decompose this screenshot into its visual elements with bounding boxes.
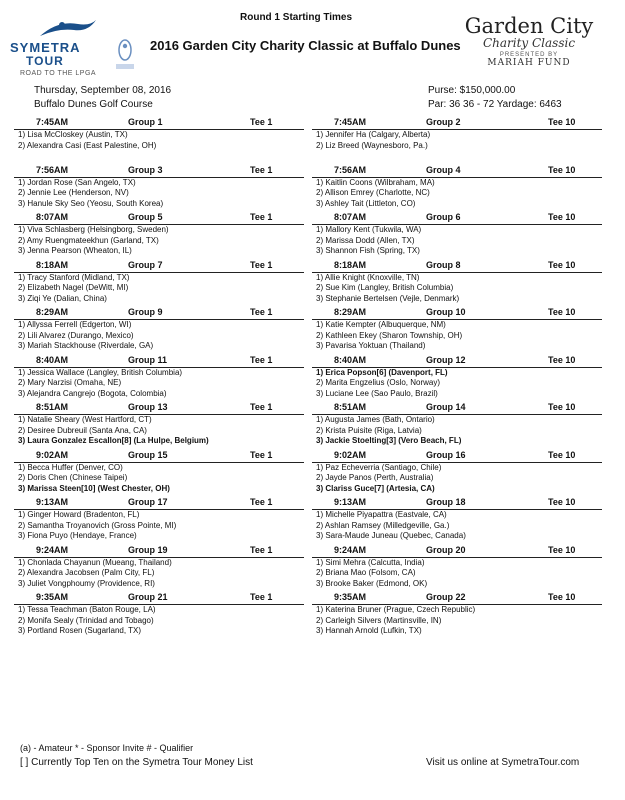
player-entry: 3) Brooke Baker (Edmond, OK) [316,578,428,588]
tee-group [14,354,304,401]
player-entry: 3) Fiona Puyo (Hendaye, France) [18,531,137,540]
symetra-tagline: ROAD TO THE LPGA [20,70,97,77]
group-header [312,164,602,178]
group-name: Group 2 [426,117,461,127]
player-entry: 2) Monifa Sealy (Trinidad and Tobago) [18,615,154,625]
swoosh-icon [38,18,98,40]
tee-number: Tee 10 [548,164,576,175]
tee-group [14,259,304,306]
tee-number: Tee 10 [548,497,576,507]
header [0,0,625,110]
player-list [316,225,602,257]
player-entry: 2) Ashlan Ramsey (Milledgeville, Ga.) [316,520,450,530]
tee-group [312,354,602,401]
tee-time: 8:18AM [334,259,367,270]
event-date: Thursday, September 08, 2016 [34,85,172,96]
tee-time: 8:18AM [36,259,69,270]
player-entry: 2) Liz Breed (Waynesboro, Pa.) [316,140,428,150]
player-entry: 2) Marita Engzelius (Oslo, Norway) [316,378,441,387]
group-name: Group 15 [128,449,168,460]
tee-time: 7:45AM [36,117,69,127]
tee-group [312,211,602,258]
player-list [18,225,304,257]
player-entry: 2) Elizabeth Nagel (DeWitt, MI) [18,283,129,292]
group-header [14,211,304,225]
player-entry: 1) Ginger Howard (Bradenton, FL) [18,510,140,519]
group-name: Group 19 [128,544,168,555]
player-entry: 3) Ashley Tait (Littleton, CO) [316,198,416,208]
tee-number: Tee 1 [250,354,273,365]
tee-time: 9:24AM [36,544,69,555]
player-entry: 1) Augusta James (Bath, Ontario) [316,415,435,424]
course-name: Buffalo Dunes Golf Course [34,99,153,110]
player-list [18,463,304,495]
group-header [14,544,304,558]
player-entry: 1) Chonlada Chayanun (Mueang, Thailand) [18,557,172,567]
group-header [312,211,602,225]
group-header [14,449,304,463]
group-name: Group 1 [128,117,163,127]
player-entry: 3) Juliet Vongphoumy (Providence, RI) [18,578,155,588]
player-entry: 3) Luciane Lee (Sao Paulo, Brazil) [316,388,438,398]
tee-group [14,591,304,638]
player-entry: 2) Kathleen Ekey (Sharon Township, OH) [316,330,463,340]
player-entry: 2) Desiree Dubreuil (Santa Ana, CA) [18,425,147,435]
group-header [312,449,602,463]
player-entry: 3) Stephanie Bertelsen (Vejle, Denmark) [316,293,460,303]
group-name: Group 16 [426,449,466,460]
group-name: Group 12 [426,354,466,365]
player-entry: 1) Katie Kempter (Albuquerque, NM) [316,320,446,329]
player-entry: 1) Erica Popson[6] (Davenport, FL) [316,367,448,377]
tee-group [312,544,602,591]
player-entry: 2) Jennie Lee (Henderson, NV) [18,188,129,197]
player-entry: 3) Pavarisa Yoktuan (Thailand) [316,341,426,350]
player-entry: 2) Sue Kim (Langley, British Columbia) [316,283,454,292]
player-entry: 2) Allison Emrey (Charlotte, NC) [316,188,430,197]
player-list [316,178,602,210]
player-entry: 3) Sara-Maude Juneau (Quebec, Canada) [316,531,466,540]
group-name: Group 8 [426,259,461,270]
tee-number: Tee 1 [250,544,273,555]
garden-city-logo [444,14,614,84]
legend-codes: (a) - Amateur * - Sponsor Invite # - Qualifier [20,743,194,753]
group-header [14,496,304,510]
tee-time: 9:24AM [334,544,367,555]
tee-number: Tee 10 [548,259,576,270]
tee-group [312,449,602,496]
player-entry: 2) Alexandra Jacobsen (Palm City, FL) [18,568,155,577]
player-entry: 3) Marissa Steen[10] (West Chester, OH) [18,483,170,493]
tee-number: Tee 1 [250,592,273,602]
tee-group [312,164,602,211]
group-header [14,591,304,605]
symetra-tour-logo [8,18,120,77]
player-list [316,368,602,400]
group-name: Group 5 [128,212,163,222]
player-entry: 1) Katerina Bruner (Prague, Czech Republic) [316,605,476,614]
player-entry: 1) Michelle Piyapattra (Eastvale, CA) [316,510,447,519]
player-entry: 3) Shannon Fish (Spring, TX) [316,246,420,255]
player-entry: 2) Krista Puisite (Riga, Latvia) [316,425,422,435]
purse: Purse: $150,000.00 [428,85,516,96]
player-list [316,510,602,542]
player-list [18,415,304,447]
group-header [312,306,602,320]
group-name: Group 10 [426,307,466,317]
group-header [14,164,304,178]
event-title: 2016 Garden City Charity Classic at Buffalo Dunes [150,38,461,53]
player-entry: 1) Mallory Kent (Tukwila, WA) [316,225,422,234]
player-entry: 1) Kaitlin Coons (Wilbraham, MA) [316,177,435,187]
player-list [18,605,304,637]
group-header [312,496,602,510]
player-list [316,320,602,352]
group-header [312,116,602,130]
group-header [14,306,304,320]
group-header [14,116,304,130]
player-entry: 2) Amy Ruengmateekhun (Garland, TX) [18,235,159,245]
tee-time: 8:29AM [334,307,367,317]
player-entry: 3) Portland Rosen (Sugarland, TX) [18,626,142,635]
tee-group [14,544,304,591]
group-header [312,591,602,605]
player-list [18,320,304,352]
player-entry: 1) Allyssa Ferrell (Edgerton, WI) [18,320,132,329]
group-header [312,259,602,273]
tee-time: 9:13AM [36,497,69,507]
group-name: Group 13 [128,402,168,412]
gc-presented-text: PRESENTED BY [499,52,559,58]
tee-group [14,306,304,353]
gc-sub-text: Charity Classic [482,36,576,50]
group-header [312,401,602,415]
tee-number: Tee 1 [250,307,273,317]
player-list [18,178,304,210]
tee-time: 7:45AM [334,117,367,127]
player-entry: 3) Hannah Arnold (Lufkin, TX) [316,626,422,635]
player-list [18,368,304,400]
tee-number: Tee 10 [548,117,576,127]
tee-number: Tee 10 [548,544,576,555]
player-list [18,273,304,305]
tee-time: 9:35AM [334,592,367,602]
tee-group [14,449,304,496]
group-name: Group 20 [426,544,466,555]
player-list [316,605,602,637]
tee-group [312,259,602,306]
tee-group [14,496,304,543]
player-entry: 3) Clariss Guce[7] (Artesia, CA) [316,483,435,493]
tee-time: 9:02AM [334,449,367,460]
round-title: Round 1 Starting Times [240,12,353,23]
tee-group [312,401,602,448]
visit-website-text: Visit us online at SymetraTour.com [426,757,580,768]
player-entry: 3) Ziqi Ye (Dalian, China) [18,293,107,303]
player-entry: 1) Natalie Sheary (West Hartford, CT) [18,415,152,424]
group-header [14,401,304,415]
tee-number: Tee 1 [250,164,273,175]
tee-group [14,164,304,211]
player-list [18,510,304,542]
tee-number: Tee 10 [548,307,576,317]
tee-number: Tee 10 [548,212,576,222]
tee-time: 8:07AM [334,212,367,222]
tee-time: 7:56AM [36,164,69,175]
player-list [316,130,602,151]
group-header [312,354,602,368]
tee-group [312,591,602,638]
tour-word: TOUR [26,54,64,68]
player-entry: 3) Alejandra Cangrejo (Bogota, Colombia) [18,388,167,398]
player-entry: 1) Viva Schlasberg (Helsingborg, Sweden) [18,225,169,234]
player-entry: 1) Paz Echeverria (Santiago, Chile) [316,462,442,472]
player-entry: 1) Simi Mehra (Calcutta, India) [316,557,425,567]
group-header [312,544,602,558]
group-name: Group 17 [128,497,168,507]
tee-group [14,116,304,163]
player-entry: 2) Mary Narzisi (Omaha, NE) [18,378,122,387]
player-list [316,463,602,495]
player-list [18,558,304,590]
player-list [316,273,602,305]
group-name: Group 3 [128,164,163,175]
player-entry: 2) Marissa Dodd (Allen, TX) [316,235,415,245]
tee-time: 8:40AM [334,354,367,365]
symetra-word: SYMETRA [10,40,81,55]
tee-number: Tee 10 [548,592,576,602]
lpga-logo-icon [114,38,136,72]
group-name: Group 21 [128,592,168,602]
player-entry: 2) Samantha Troyanovich (Gross Pointe, MI) [18,520,177,530]
group-header [14,354,304,368]
tee-number: Tee 10 [548,402,576,412]
tee-number: Tee 1 [250,449,273,460]
player-entry: 3) Mariah Stackhouse (Riverdale, GA) [18,341,154,350]
player-entry: 3) Laura Gonzalez Escallon[8] (La Hulpe, Belgium) [18,436,209,445]
tee-group [14,401,304,448]
legend-top-ten: [ ] Currently Top Ten on the Symetra Tour Money List [20,757,253,768]
group-name: Group 22 [426,592,466,602]
player-list [316,558,602,590]
group-name: Group 9 [128,307,163,317]
group-name: Group 4 [426,164,461,175]
player-entry: 2) Carleigh Silvers (Martinsville, IN) [316,615,442,625]
tee-time: 9:13AM [334,497,367,507]
tee-group [312,496,602,543]
player-entry: 1) Jessica Wallace (Langley, British Columbia) [18,367,183,377]
group-name: Group 6 [426,212,461,222]
par-yardage: Par: 36 36 - 72 Yardage: 6463 [428,99,562,110]
tee-time: 9:35AM [36,592,69,602]
player-entry: 2) Briana Mao (Folsom, CA) [316,568,416,577]
tee-time: 8:29AM [36,307,69,317]
player-entry: 2) Doris Chen (Chinese Taipei) [18,473,128,482]
player-entry: 2) Lili Alvarez (Durango, Mexico) [18,330,134,340]
tee-time: 8:51AM [334,402,367,412]
player-entry: 1) Jennifer Ha (Calgary, Alberta) [316,130,431,139]
tee-number: Tee 1 [250,402,273,412]
player-entry: 1) Tracy Stanford (Midland, TX) [18,272,130,282]
tee-time: 7:56AM [334,164,367,175]
player-entry: 1) Allie Knight (Knoxville, TN) [316,272,420,282]
tee-number: Tee 1 [250,117,273,127]
tee-group [14,211,304,258]
player-entry: 3) Hanule Sky Seo (Yeosu, South Korea) [18,198,164,208]
player-list [316,415,602,447]
tee-time: 8:51AM [36,402,69,412]
gc-main-text: Garden City [464,14,594,38]
group-name: Group 11 [128,354,168,365]
group-header [14,259,304,273]
tee-number: Tee 1 [250,497,273,507]
tee-group [312,116,602,163]
player-entry: 2) Alexandra Casi (East Palestine, OH) [18,140,157,150]
group-name: Group 7 [128,259,163,270]
tee-number: Tee 10 [548,354,576,365]
player-entry: 3) Jenna Pearson (Wheaton, IL) [18,246,132,255]
tee-number: Tee 10 [548,449,576,460]
tee-time: 8:07AM [36,212,69,222]
group-name: Group 18 [426,497,466,507]
player-entry: 1) Jordan Rose (San Angelo, TX) [18,177,136,187]
gc-sponsor-text: MARIAH FUND [487,58,571,68]
player-entry: 1) Tessa Teachman (Baton Rouge, LA) [18,605,156,614]
player-entry: 2) Jayde Panos (Perth, Australia) [316,473,434,482]
player-entry: 3) Jackie Stoelting[3] (Vero Beach, FL) [316,436,462,445]
tee-number: Tee 1 [250,259,273,270]
player-list [18,130,304,151]
tee-number: Tee 1 [250,212,273,222]
player-entry: 1) Lisa McCloskey (Austin, TX) [18,130,128,139]
tee-time: 8:40AM [36,354,69,365]
player-entry: 1) Becca Huffer (Denver, CO) [18,462,123,472]
tee-group [312,306,602,353]
group-name: Group 14 [426,402,466,412]
tee-time: 9:02AM [36,449,69,460]
